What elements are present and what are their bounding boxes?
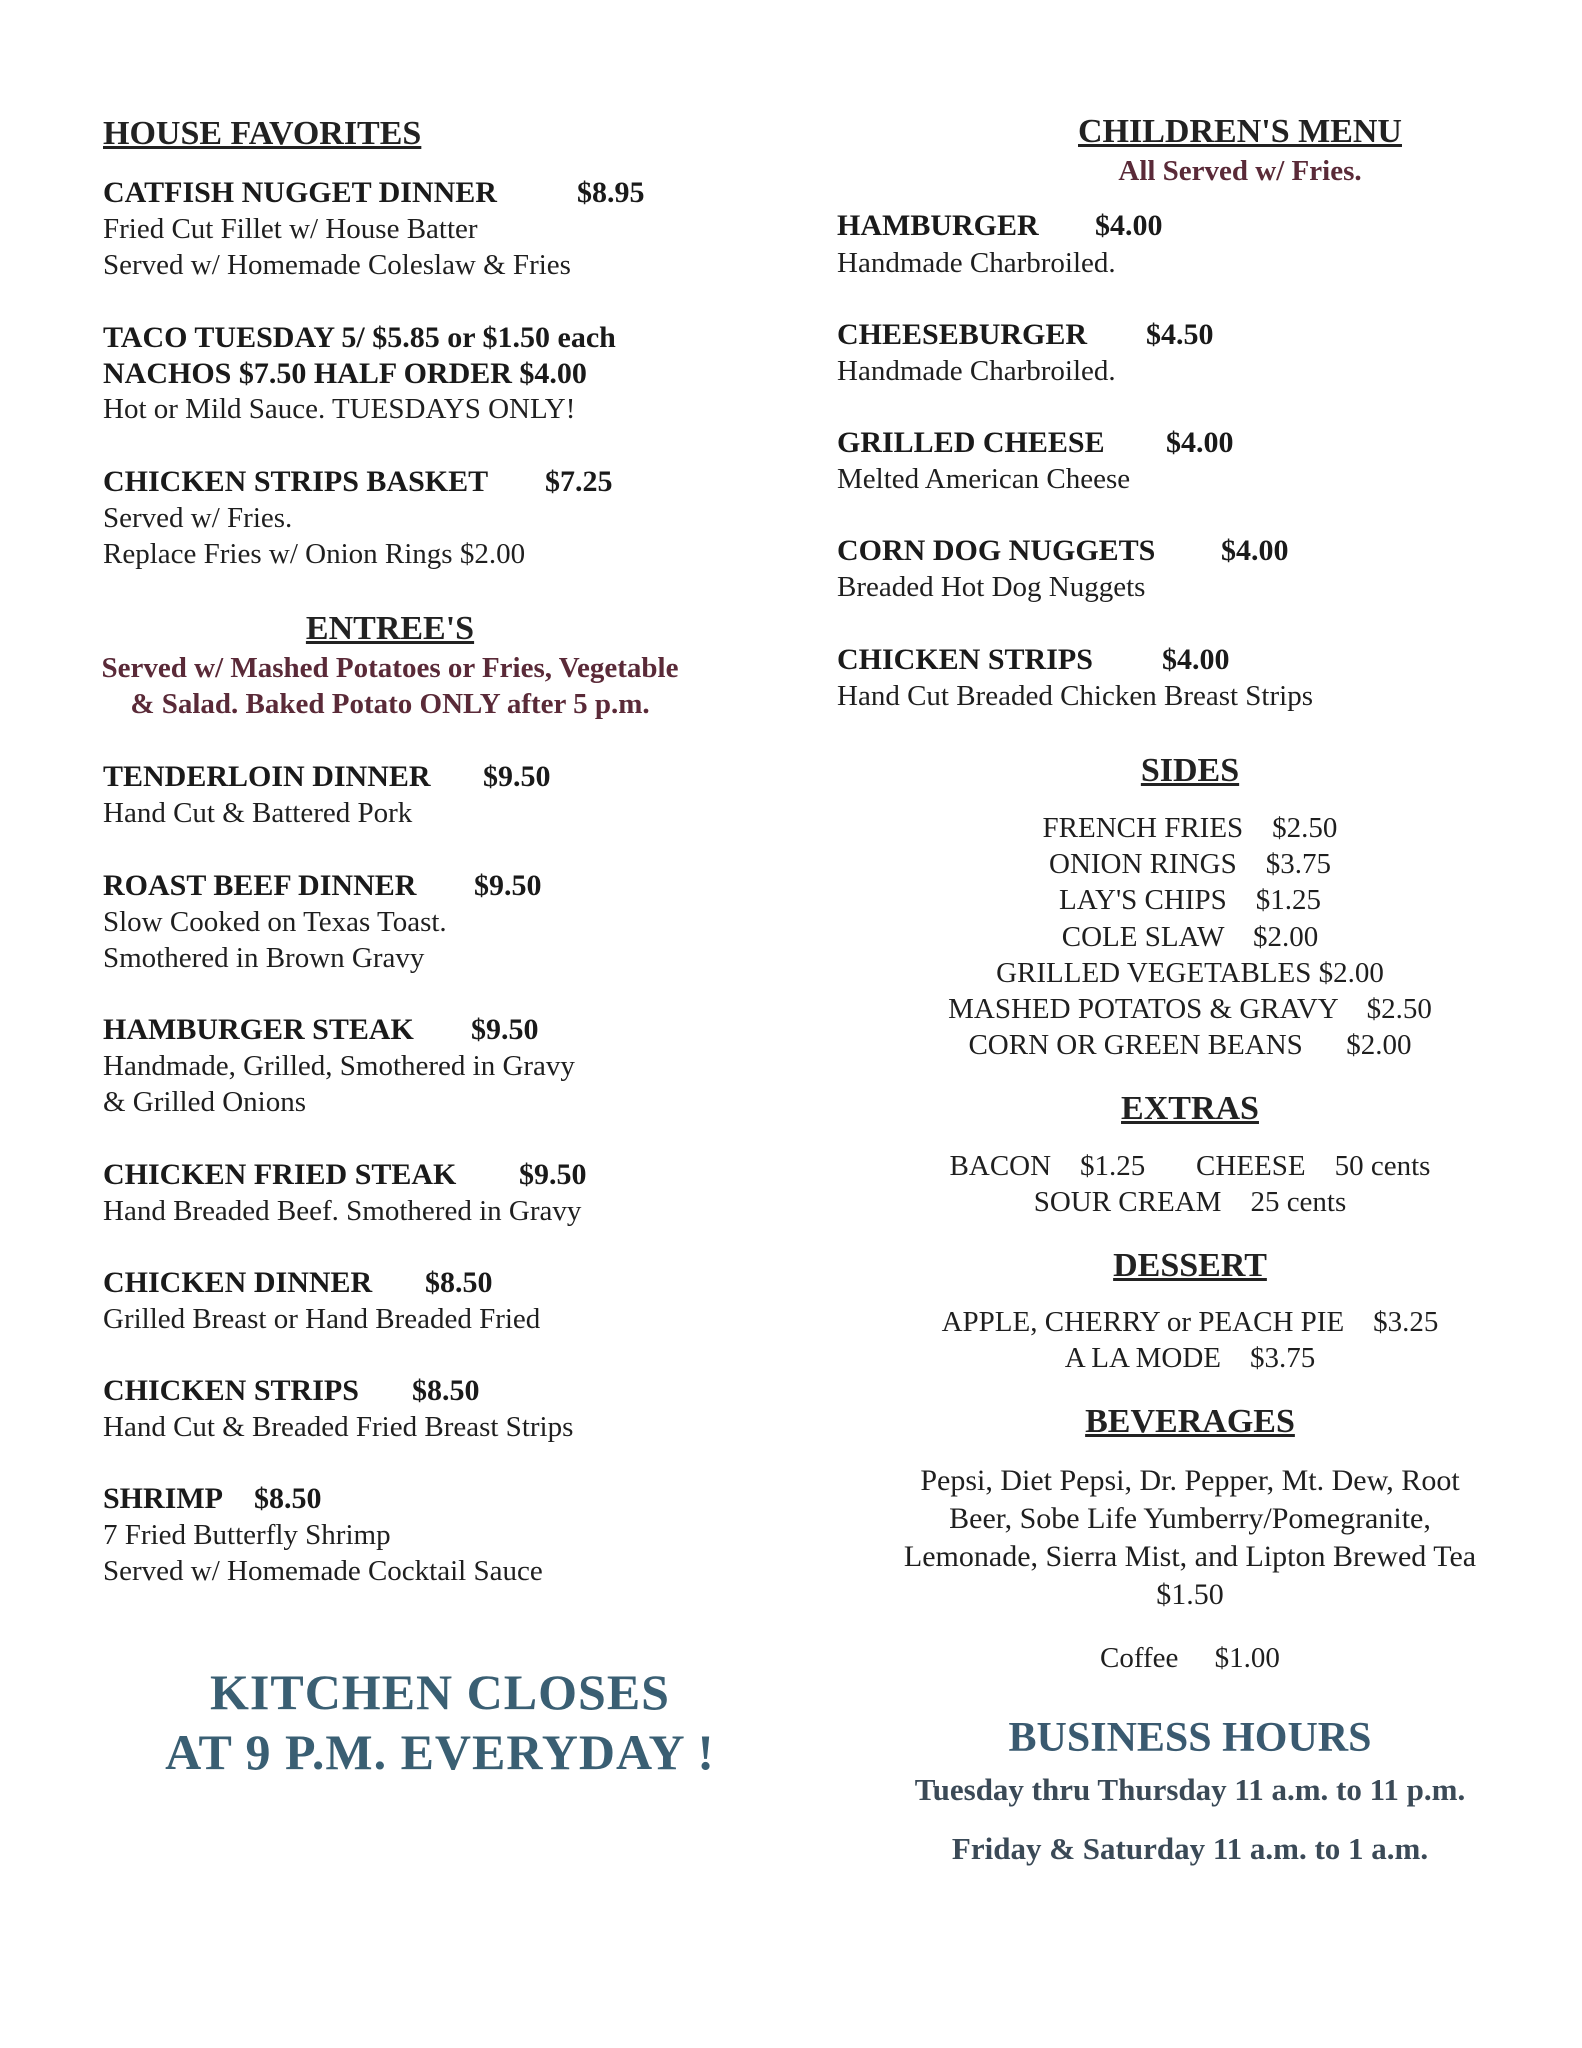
side-item: LAY'S CHIPS $1.25 [1059,884,1321,916]
chicken-fried-steak-name: CHICKEN FRIED STEAK [103,1158,457,1191]
hamburger-steak-desc-2: & Grilled Onions [103,1086,306,1118]
strips-basket-name: CHICKEN STRIPS BASKET [103,465,489,498]
tenderloin-desc: Hand Cut & Battered Pork [103,797,413,829]
extras-heading: EXTRAS [1121,1090,1259,1127]
kids-cheeseburger-desc: Handmade Charbroiled. [837,355,1116,387]
catfish-desc-2: Served w/ Homemade Coleslaw & Fries [103,249,571,281]
kids-chicken-strips-desc: Hand Cut Breaded Chicken Breast Strips [837,680,1313,712]
roast-beef-desc-2: Smothered in Brown Gravy [103,942,425,974]
shrimp-desc-2: Served w/ Homemade Cocktail Sauce [103,1555,543,1587]
beverages-line-2: Beer, Sobe Life Yumberry/Pomegranite, [949,1502,1431,1535]
business-hours-line-1: Tuesday thru Thursday 11 a.m. to 11 p.m. [914,1772,1466,1807]
side-item: COLE SLAW $2.00 [1061,921,1319,953]
kids-cheeseburger-name: CHEESEBURGER [837,318,1088,351]
childrens-menu-note: All Served w/ Fries. [1118,155,1362,187]
entrees-note-1: Served w/ Mashed Potatoes or Fries, Vegetable [101,652,679,684]
business-hours-heading: BUSINESS HOURS [1008,1715,1372,1761]
extras-line-2: SOUR CREAM 25 cents [1033,1186,1347,1218]
beverages-price: $1.50 [1156,1578,1224,1611]
shrimp-price: $8.50 [254,1482,322,1515]
roast-beef-price: $9.50 [474,869,542,902]
entrees-heading: ENTREE'S [305,610,475,647]
kids-hamburger-desc: Handmade Charbroiled. [837,247,1116,279]
beverages-line-1: Pepsi, Diet Pepsi, Dr. Pepper, Mt. Dew, Root [920,1464,1460,1497]
house-favorites-heading: HOUSE FAVORITES [103,115,422,152]
kids-hamburger-name: HAMBURGER [837,209,1039,242]
kitchen-closes-line-2: AT 9 P.M. EVERYDAY ! [165,1724,715,1780]
hamburger-steak-desc-1: Handmade, Grilled, Smothered in Gravy [103,1050,575,1082]
kids-hamburger-price: $4.00 [1095,209,1163,242]
tenderloin-name: TENDERLOIN DINNER [103,760,431,793]
catfish-desc-1: Fried Cut Fillet w/ House Batter [103,213,478,245]
hamburger-steak-name: HAMBURGER STEAK [103,1013,414,1046]
strips-basket-desc-2: Replace Fries w/ Onion Rings $2.00 [103,538,526,570]
beverages-line-3: Lemonade, Sierra Mist, and Lipton Brewed Tea [903,1540,1477,1573]
kids-chicken-strips-price: $4.00 [1162,643,1230,676]
kids-corn-dog-name: CORN DOG NUGGETS [837,534,1156,567]
kids-grilled-cheese-price: $4.00 [1166,426,1234,459]
strips-basket-desc-1: Served w/ Fries. [103,502,293,534]
kids-grilled-cheese-name: GRILLED CHEESE [837,426,1105,459]
kitchen-closes-line-1: KITCHEN CLOSES [210,1664,670,1720]
chicken-dinner-price: $8.50 [425,1266,493,1299]
kids-corn-dog-desc: Breaded Hot Dog Nuggets [837,571,1146,603]
nachos-line: NACHOS $7.50 HALF ORDER $4.00 [103,357,587,390]
tenderloin-price: $9.50 [483,760,551,793]
chicken-dinner-name: CHICKEN DINNER [103,1266,373,1299]
roast-beef-name: ROAST BEEF DINNER [103,869,417,902]
chicken-fried-steak-desc: Hand Breaded Beef. Smothered in Gravy [103,1195,582,1227]
coffee-line: Coffee $1.00 [1100,1642,1280,1674]
taco-desc: Hot or Mild Sauce. TUESDAYS ONLY! [103,393,576,425]
side-item: CORN OR GREEN BEANS $2.00 [968,1029,1412,1061]
kids-corn-dog-price: $4.00 [1221,534,1289,567]
chicken-strips-desc: Hand Cut & Breaded Fried Breast Strips [103,1411,574,1443]
dessert-line-2: A LA MODE $3.75 [1064,1342,1316,1374]
dessert-line-1: APPLE, CHERRY or PEACH PIE $3.25 [941,1306,1439,1338]
side-item: GRILLED VEGETABLES $2.00 [996,957,1384,989]
chicken-fried-steak-price: $9.50 [519,1158,587,1191]
taco-tuesday-line: TACO TUESDAY 5/ $5.85 or $1.50 each [103,321,616,354]
dessert-heading: DESSERT [1113,1247,1267,1284]
chicken-strips-name: CHICKEN STRIPS [103,1374,359,1407]
strips-basket-price: $7.25 [545,465,613,498]
side-item: MASHED POTATOS & GRAVY $2.50 [948,993,1432,1025]
kids-grilled-cheese-desc: Melted American Cheese [837,463,1131,495]
side-item: ONION RINGS $3.75 [1049,848,1331,880]
childrens-menu-heading: CHILDREN'S MENU [1078,113,1402,150]
shrimp-name: SHRIMP [103,1482,223,1515]
kids-cheeseburger-price: $4.50 [1146,318,1214,351]
catfish-price: $8.95 [577,176,645,209]
extras-line-1: BACON $1.25 CHEESE 50 cents [949,1150,1431,1182]
business-hours-line-2: Friday & Saturday 11 a.m. to 1 a.m. [951,1831,1429,1866]
hamburger-steak-price: $9.50 [471,1013,539,1046]
chicken-strips-price: $8.50 [412,1374,480,1407]
sides-heading: SIDES [1140,752,1240,789]
shrimp-desc-1: 7 Fried Butterfly Shrimp [103,1519,391,1551]
catfish-name: CATFISH NUGGET DINNER [103,176,497,209]
kids-chicken-strips-name: CHICKEN STRIPS [837,643,1093,676]
beverages-heading: BEVERAGES [1085,1403,1295,1440]
roast-beef-desc-1: Slow Cooked on Texas Toast. [103,906,447,938]
entrees-note-2: & Salad. Baked Potato ONLY after 5 p.m. [130,688,650,720]
chicken-dinner-desc: Grilled Breast or Hand Breaded Fried [103,1303,541,1335]
side-item: FRENCH FRIES $2.50 [1042,812,1338,844]
